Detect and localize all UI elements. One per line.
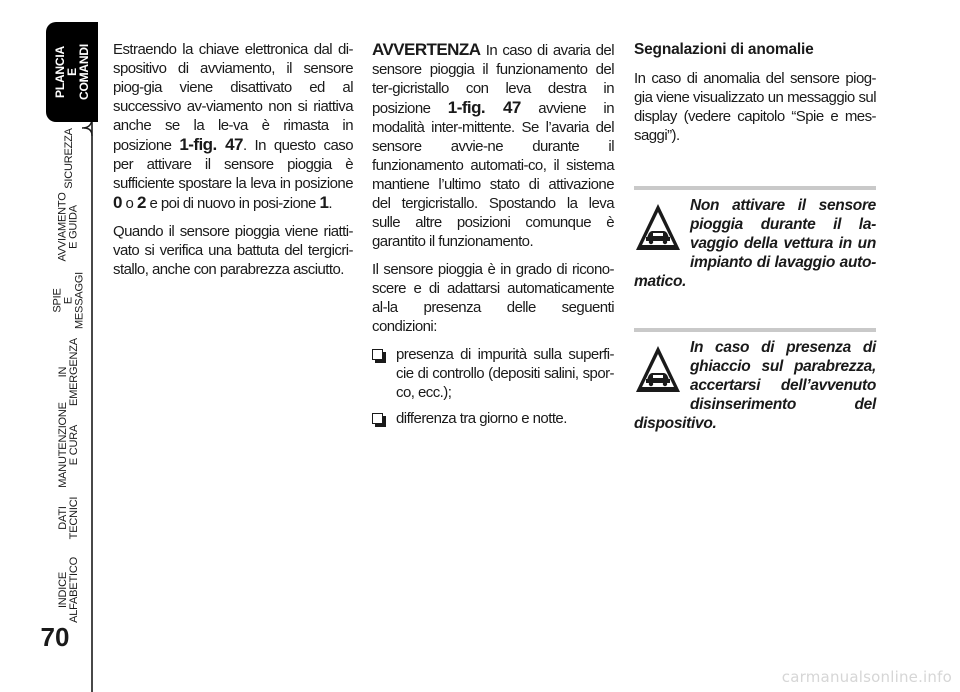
- warning-text: In caso di presenza di ghiaccio sul parabrezza, accertarsi dell’avvenuto disinserimento del dispositivo.: [634, 339, 876, 432]
- tab-avviamento-e-guida[interactable]: [40, 190, 98, 264]
- text-column-1: [113, 40, 353, 288]
- warning-box: [634, 328, 876, 433]
- checkbox-bullet-icon: [372, 409, 396, 429]
- car-wash-warning-icon: [634, 202, 682, 254]
- list-item: [372, 409, 614, 429]
- tab-label: SICUREZZA: [62, 127, 75, 189]
- figure-reference: 1-fig. 47: [179, 135, 243, 154]
- side-tab-strip: [0, 0, 100, 692]
- lever-position: 1: [319, 193, 329, 212]
- tab-plancia-e-comandi[interactable]: [46, 22, 98, 122]
- tab-dati-tecnici[interactable]: [40, 482, 98, 554]
- warning-box: [634, 186, 876, 291]
- lever-position: 0: [113, 193, 122, 212]
- paragraph: Quando il sensore pioggia viene riatti-vato si verifica una battuta del tergicri-stallo, anche con parabrezza asciutto.: [113, 223, 353, 278]
- tab-indice-alfabetico[interactable]: [40, 554, 98, 626]
- tab-label: INDICE ALFABETICO: [57, 557, 81, 623]
- tab-label: MANUTENZIONE E CURA: [57, 402, 81, 488]
- section-title: Segnalazioni di anomalie: [634, 41, 814, 58]
- figure-reference: 1-fig. 47: [447, 98, 521, 117]
- text-run: . In questo caso per attivare il sensore pioggia è sufficiente spostare la leva in posizione: [113, 137, 353, 192]
- list-item: [372, 345, 614, 402]
- tab-spie-e-messaggi[interactable]: [40, 264, 98, 336]
- warning-text: Non attivare il sensore pioggia durante il la-vaggio della vettura in un impianto di lavaggio auto-matico.: [634, 197, 876, 290]
- paragraph: Il sensore pioggia è in grado di ricono-scere e di adattarsi automaticamente al-la presenza delle seguenti condizioni:: [372, 261, 614, 335]
- tab-label: PLANCIA E COMANDI: [53, 44, 92, 100]
- checkbox-bullet-icon: [372, 345, 396, 402]
- text-run: e poi di nuovo in posi-zione: [145, 195, 320, 212]
- car-wash-warning-icon: [634, 344, 682, 396]
- list-item-text: differenza tra giorno e notte.: [396, 410, 567, 427]
- lever-position: 2: [136, 193, 146, 212]
- text-column-3: [634, 40, 876, 154]
- watermark: carmanualsonline.info: [781, 668, 952, 686]
- tab-sicurezza[interactable]: [40, 126, 98, 190]
- page-number: 70: [40, 622, 70, 652]
- tab-in-emergenza[interactable]: [40, 336, 98, 408]
- warning-label: AVVERTENZA: [372, 40, 481, 59]
- text-run: avviene in modalità inter-mittente. Se l’avaria del sensore avvie-ne durante il funzionamento automati-co, il sistema mantiene l’ultimo stato di attivazione del tergicristallo. Spostando la leva sulle altre posizioni comunque è garantito il funzionamento.: [372, 100, 614, 250]
- text-run: o: [121, 195, 137, 212]
- tab-label: DATI TECNICI: [57, 496, 80, 540]
- text-run: Estraendo la chiave elettronica dal di-spositivo di avviamento, il sensore piog-gia viene disattivato ed al successivo av-viamento non si riattiva anche se la le-va è rimasta in posizione: [113, 41, 353, 154]
- paragraph: [113, 40, 353, 213]
- text-run: In caso di avaria del sensore pioggia il funzionamento del ter-gicristallo con leva destra in posizione: [372, 42, 614, 117]
- tab-label: IN EMERGENZA: [57, 338, 80, 406]
- tab-label: SPIE E MESSAGGI: [51, 271, 86, 329]
- paragraph: [372, 40, 614, 251]
- paragraph: In caso di anomalia del sensore piog-gia viene visualizzato un messaggio sul display (vedere capitolo “Spie e mes-saggi”).: [634, 70, 876, 144]
- text-run: .: [328, 195, 332, 212]
- tab-manutenzione-e-cura[interactable]: [40, 402, 98, 488]
- list-item-text: presenza di impurità sulla superfi-cie di controllo (depositi salini, spor-co, ecc.);: [396, 346, 614, 401]
- tab-label: AVVIAMENTO E GUIDA: [57, 192, 81, 262]
- text-column-2: [372, 40, 614, 436]
